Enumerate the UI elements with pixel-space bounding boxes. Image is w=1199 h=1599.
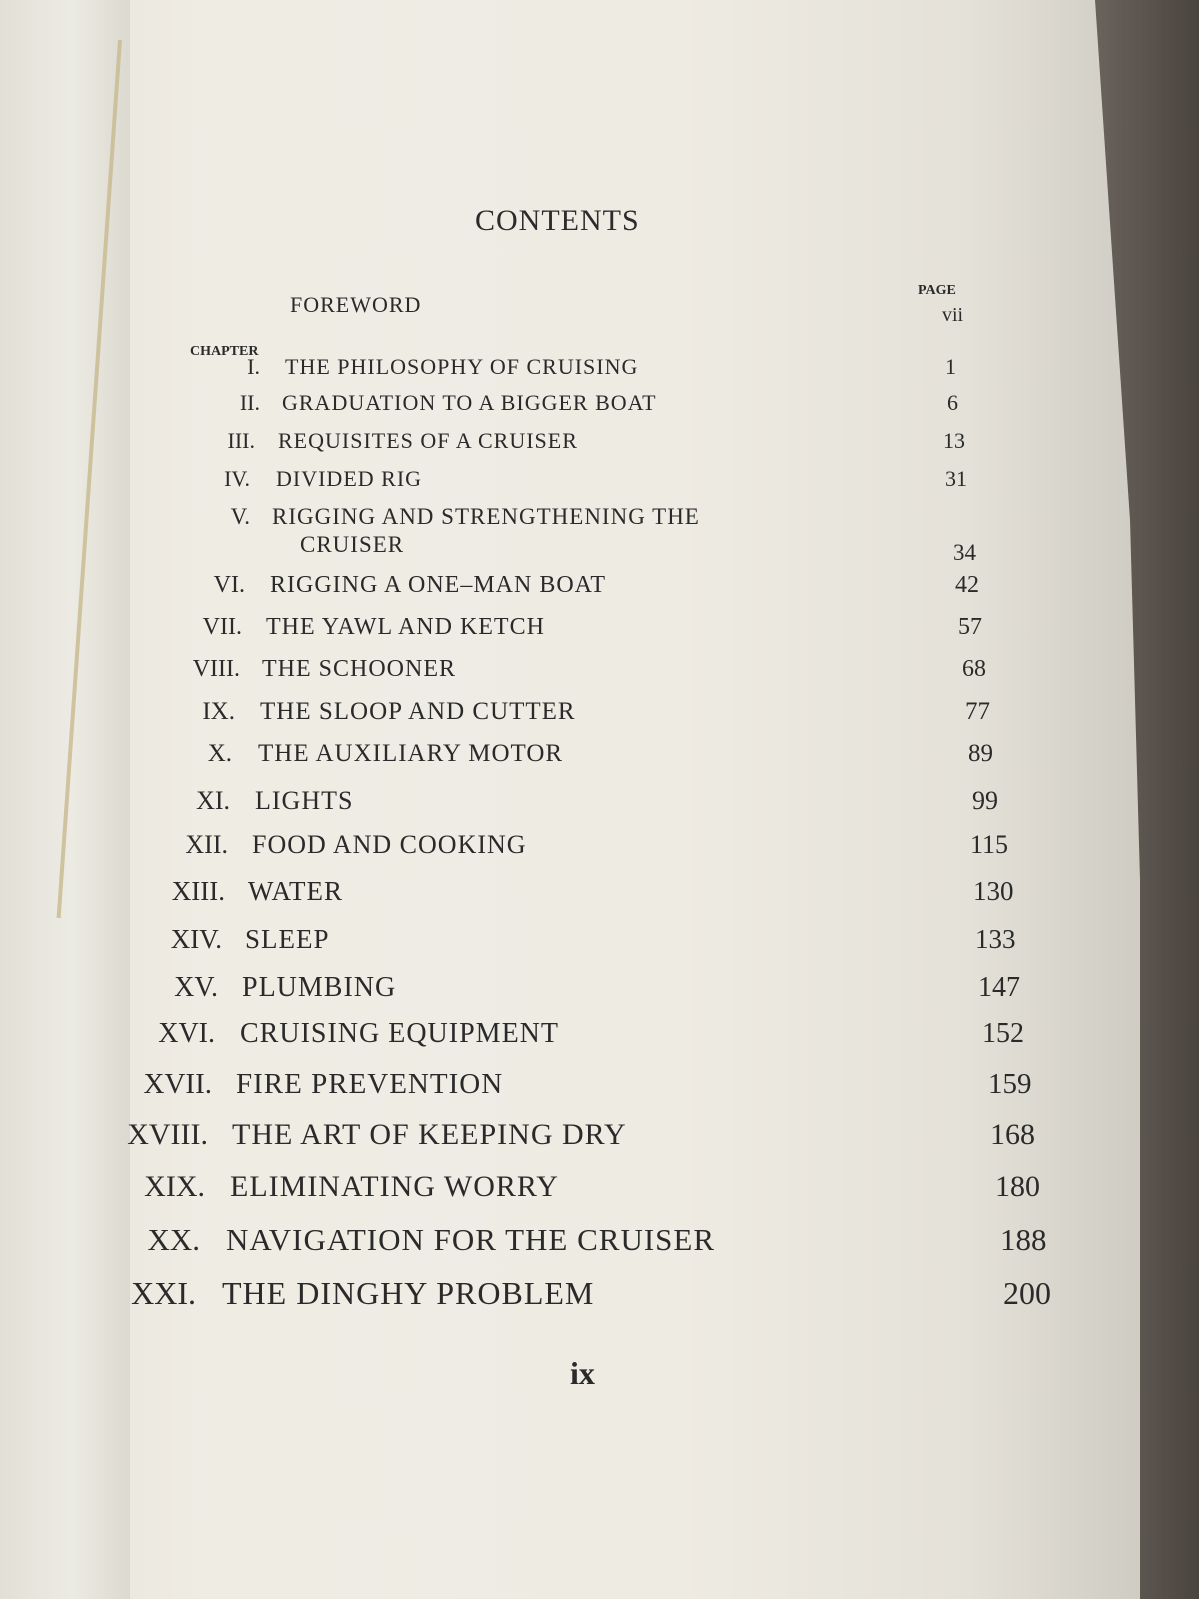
chapter-row bbox=[0, 466, 1199, 506]
chapter-row bbox=[0, 1275, 1199, 1315]
chapter-row bbox=[0, 876, 1199, 916]
chapter-number: XIII. bbox=[171, 876, 225, 906]
chapter-page-number: 159 bbox=[988, 1068, 1032, 1100]
chapter-title-continuation: CRUISER bbox=[300, 532, 405, 557]
foreword-title: FOREWORD bbox=[290, 292, 422, 317]
chapter-row bbox=[0, 572, 1199, 612]
chapter-row bbox=[0, 1170, 1199, 1210]
chapter-row bbox=[0, 698, 1199, 738]
chapter-page-number: 31 bbox=[945, 466, 967, 491]
chapter-number: IV. bbox=[224, 466, 250, 491]
chapter-number: VIII. bbox=[192, 656, 240, 682]
chapter-number: XV. bbox=[174, 972, 218, 1003]
chapter-number: XIV. bbox=[170, 924, 222, 954]
chapter-row bbox=[0, 1222, 1199, 1262]
chapter-title: PLUMBING bbox=[242, 972, 397, 1003]
chapter-page-number: 89 bbox=[968, 740, 993, 767]
chapter-number: III. bbox=[227, 428, 255, 453]
chapter-title: THE ART OF KEEPING DRY bbox=[232, 1118, 627, 1151]
chapter-title: THE PHILOSOPHY OF CRUISING bbox=[285, 354, 639, 379]
chapter-number: XXI. bbox=[131, 1275, 196, 1311]
chapter-title: THE DINGHY PROBLEM bbox=[222, 1275, 595, 1311]
chapter-page-number: 115 bbox=[970, 830, 1009, 859]
chapter-row bbox=[0, 786, 1199, 826]
chapter-page-number: 152 bbox=[982, 1018, 1024, 1049]
chapter-number: V. bbox=[230, 504, 250, 529]
chapter-page-number: 6 bbox=[947, 390, 958, 415]
chapter-page-number: 13 bbox=[943, 428, 965, 453]
chapter-number: I. bbox=[247, 354, 260, 379]
chapter-page-number: 180 bbox=[995, 1170, 1040, 1203]
chapter-row bbox=[0, 830, 1199, 870]
page-folio: ix bbox=[570, 1355, 595, 1391]
chapter-row bbox=[0, 428, 1199, 468]
chapter-number: VII. bbox=[202, 614, 242, 640]
chapter-number: XX. bbox=[147, 1222, 200, 1257]
chapter-number: II. bbox=[239, 390, 260, 415]
chapter-row bbox=[0, 1018, 1199, 1058]
chapter-row bbox=[0, 924, 1199, 964]
chapter-row bbox=[0, 740, 1199, 780]
chapter-title: CRUISING EQUIPMENT bbox=[240, 1018, 559, 1049]
chapter-title: SLEEP bbox=[245, 924, 330, 954]
chapter-title: RIGGING A ONE–MAN BOAT bbox=[270, 572, 607, 598]
chapter-number: XVIII. bbox=[127, 1118, 208, 1151]
chapter-number: XI. bbox=[196, 786, 230, 815]
chapter-title: FOOD AND COOKING bbox=[252, 830, 527, 859]
chapter-page-number: 1 bbox=[945, 354, 956, 379]
page-title: CONTENTS bbox=[475, 204, 640, 237]
chapter-title: REQUISITES OF A CRUISER bbox=[278, 428, 578, 453]
chapter-row bbox=[0, 1118, 1199, 1158]
chapter-row bbox=[0, 354, 1199, 394]
chapter-title: ELIMINATING WORRY bbox=[230, 1170, 559, 1203]
foreword-page-number: vii bbox=[942, 304, 964, 326]
chapter-page-number: 133 bbox=[975, 924, 1016, 954]
chapter-number: X. bbox=[207, 740, 232, 767]
chapter-row bbox=[0, 504, 1199, 565]
chapter-page-number: 34 bbox=[953, 540, 976, 565]
chapter-page-number: 168 bbox=[990, 1118, 1035, 1151]
chapter-page-number: 57 bbox=[958, 614, 982, 640]
chapter-page-number: 147 bbox=[978, 972, 1020, 1003]
chapter-number: XVI. bbox=[158, 1018, 215, 1049]
chapter-title: WATER bbox=[248, 876, 343, 906]
chapter-title: RIGGING AND STRENGTHENING THE bbox=[272, 504, 700, 529]
chapter-title: THE AUXILIARY MOTOR bbox=[258, 740, 564, 767]
chapter-number: IX. bbox=[202, 698, 235, 725]
chapter-column-label: CHAPTER bbox=[190, 344, 259, 359]
chapter-page-number: 130 bbox=[973, 876, 1014, 906]
chapter-page-number: 42 bbox=[955, 572, 979, 598]
chapter-title: FIRE PREVENTION bbox=[236, 1068, 504, 1100]
chapter-number: XIX. bbox=[144, 1170, 205, 1203]
chapter-page-number: 188 bbox=[1000, 1222, 1047, 1257]
chapter-title: LIGHTS bbox=[255, 786, 354, 815]
chapter-row bbox=[0, 1068, 1199, 1108]
chapter-title: DIVIDED RIG bbox=[276, 466, 423, 491]
page-column-label: PAGE bbox=[918, 283, 956, 298]
chapter-row bbox=[0, 390, 1199, 430]
chapter-title: THE SCHOONER bbox=[262, 656, 457, 682]
chapter-page-number: 68 bbox=[962, 656, 986, 682]
chapter-page-number: 99 bbox=[972, 786, 998, 815]
chapter-title: THE SLOOP AND CUTTER bbox=[260, 698, 576, 725]
chapter-page-number: 200 bbox=[1003, 1275, 1051, 1311]
chapter-page-number: 77 bbox=[965, 698, 990, 725]
chapter-title: THE YAWL AND KETCH bbox=[266, 614, 545, 640]
chapter-row bbox=[0, 614, 1199, 654]
chapter-number: VI. bbox=[213, 572, 245, 598]
chapter-row bbox=[0, 972, 1199, 1012]
chapter-number: XII. bbox=[185, 830, 228, 859]
chapter-row bbox=[0, 656, 1199, 696]
chapter-title: GRADUATION TO A BIGGER BOAT bbox=[282, 390, 657, 415]
chapter-title: NAVIGATION FOR THE CRUISER bbox=[226, 1222, 716, 1257]
chapter-number: XVII. bbox=[143, 1068, 212, 1100]
